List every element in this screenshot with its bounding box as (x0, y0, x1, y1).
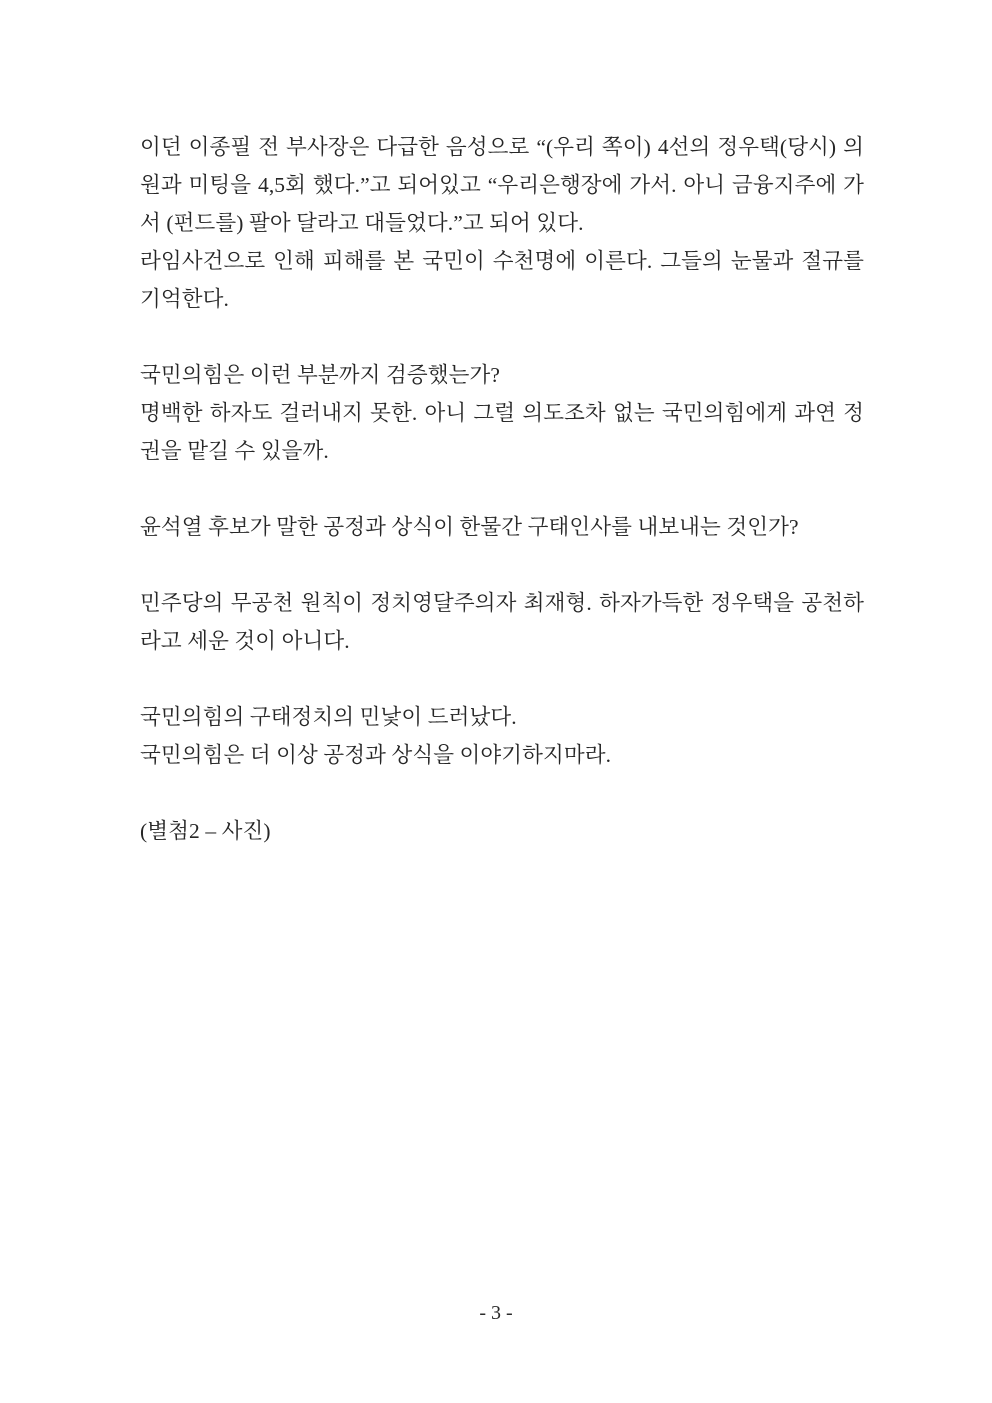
paragraph-spacer (140, 774, 864, 812)
paragraph-spacer (140, 546, 864, 584)
paragraph-7: 국민의힘의 구태정치의 민낯이 드러났다. (140, 705, 517, 729)
paragraph-3: 국민의힘은 이런 부분까지 검증했는가? (140, 363, 500, 387)
paragraph-spacer (140, 660, 864, 698)
paragraph-2: 라임사건으로 인해 피해를 본 국민이 수천명에 이른다. 그들의 눈물과 절규를 기억한다. (140, 249, 864, 311)
paragraph-9-attachment-caption: (별첨2 – 사진) (140, 819, 271, 843)
paragraph-5: 윤석열 후보가 말한 공정과 상식이 한물간 구태인사를 내보내는 것인가? (140, 515, 799, 539)
document-body (140, 128, 864, 850)
paragraph-spacer (140, 318, 864, 356)
paragraph-1: 이던 이종필 전 부사장은 다급한 음성으로 “(우리 쪽이) 4선의 정우택(당시) 의원과 미팅을 4,5회 했다.”고 되어있고 “우리은행장에 가서. 아니 금융지주에 가서 (펀드를) 팔아 달라고 대들었다.”고 되어 있다. (140, 135, 864, 235)
paragraph-spacer (140, 470, 864, 508)
page-number: - 3 - (479, 1302, 513, 1324)
paragraph-4: 명백한 하자도 걸러내지 못한. 아니 그럴 의도조차 없는 국민의힘에게 과연 정권을 맡길 수 있을까. (140, 401, 864, 463)
paragraph-6: 민주당의 무공천 원칙이 정치영달주의자 최재형. 하자가득한 정우택을 공천하라고 세운 것이 아니다. (140, 591, 864, 653)
paragraph-8: 국민의힘은 더 이상 공정과 상식을 이야기하지마라. (140, 743, 612, 767)
